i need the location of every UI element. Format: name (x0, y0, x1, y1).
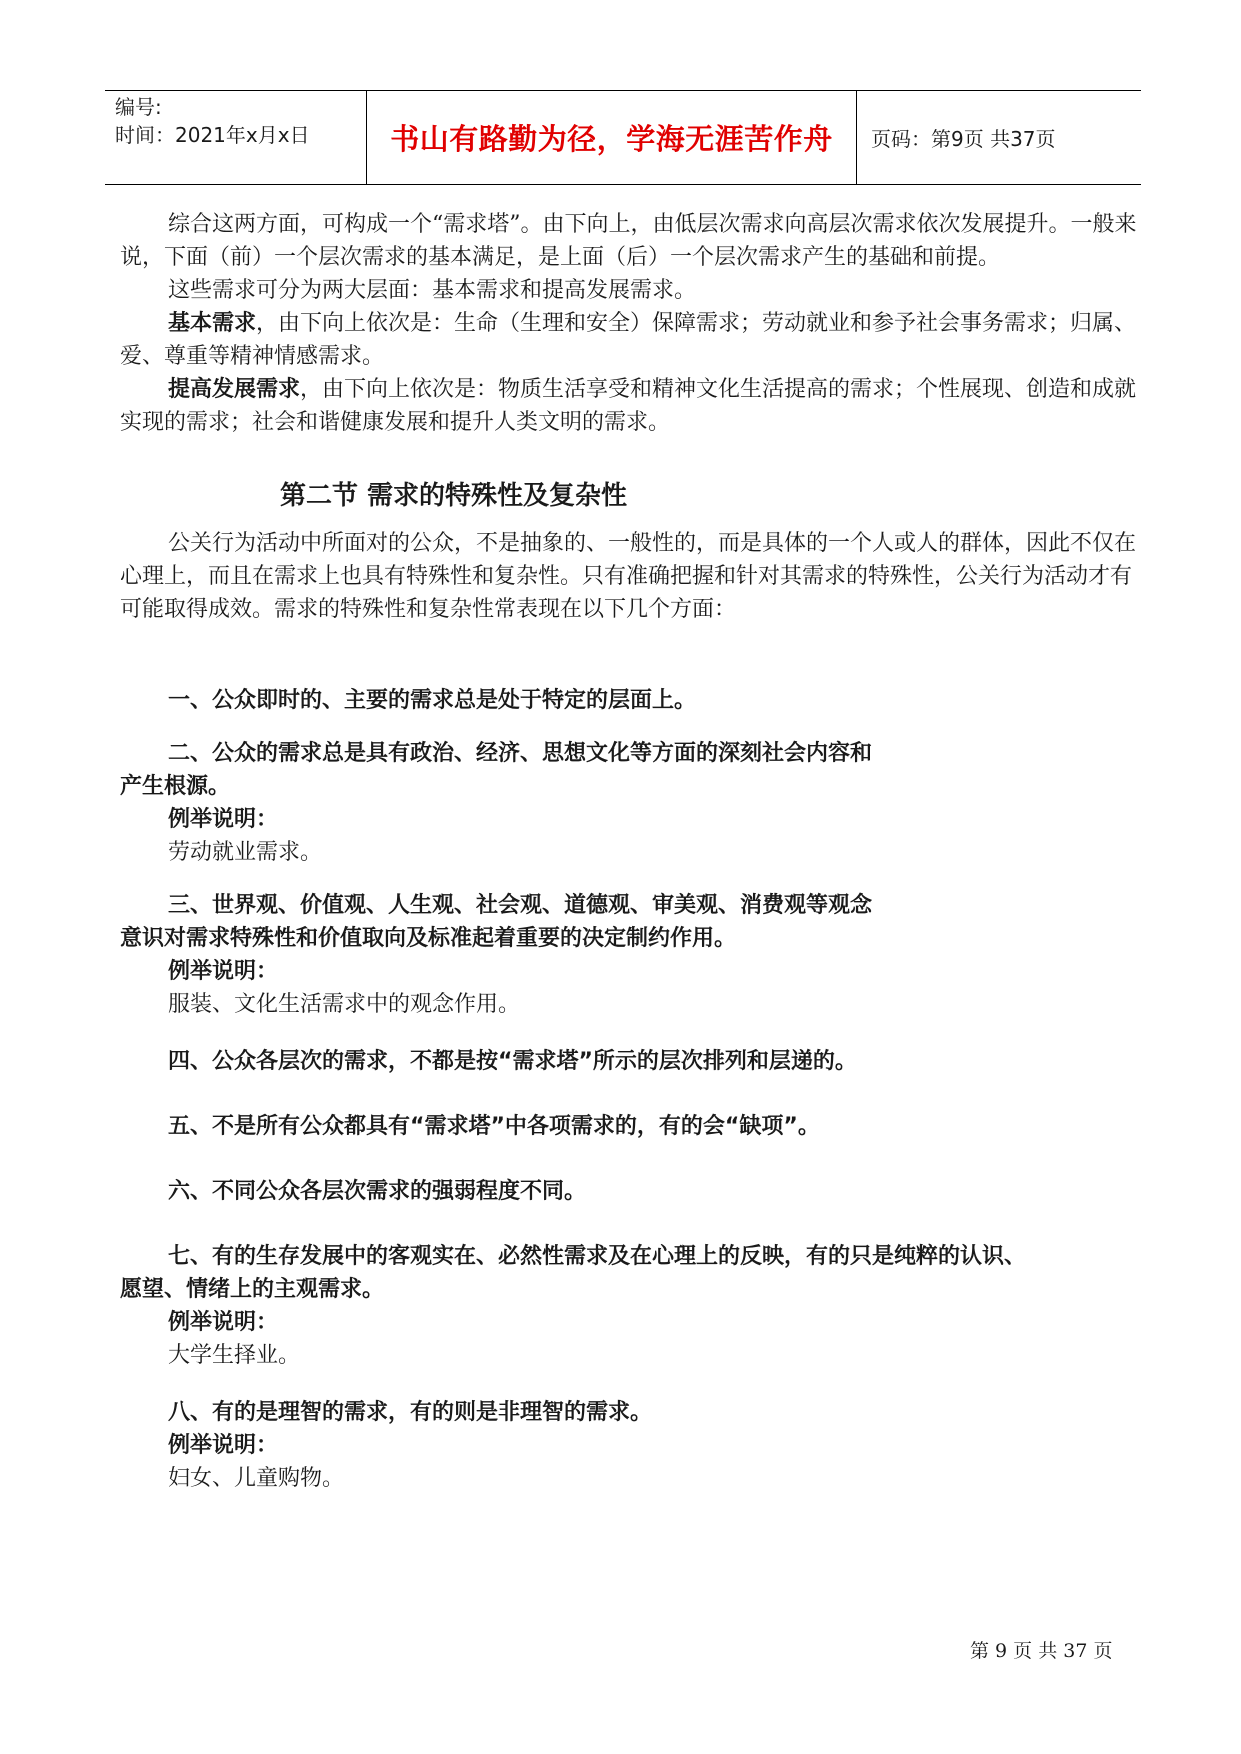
point-3-example: 服装、文化生活需求中的观念作用。 (168, 992, 521, 1017)
time-label: 时间：2021年x月x日 (115, 123, 310, 147)
header-left-cell (105, 91, 367, 184)
point-7-example: 大学生择业。 (168, 1343, 301, 1368)
point-8-example-label: 例举说明： (168, 1433, 279, 1458)
development-needs-term: 提高发展需求 (168, 377, 301, 402)
page-header (105, 90, 1141, 185)
section-intro: 公关行为活动中所面对的公众，不是抽象的、一般性的，而是具体的一个人或人的群体，因此不仅在心理上，而且在需求上也具有特殊性和复杂性。只有准确把握和针对其需求的特殊性，公关行为活动才有可能取得成效。需求的特殊性和复杂性常表现在以下几个方面： (120, 531, 1137, 622)
point-7-line-1: 七、有的生存发展中的客观实在、必然性需求及在心理上的反映，有的只是纯粹的认识、 (168, 1244, 1027, 1269)
point-7-example-label: 例举说明： (168, 1310, 279, 1335)
point-3-line-2: 意识对需求特殊性和价值取向及标准起着重要的决定制约作用。 (120, 926, 737, 951)
header-page-label: 页码：第9页 共37页 (871, 127, 1056, 151)
section-title: 第二节 需求的特殊性及复杂性 (280, 481, 628, 511)
header-motto: 书山有路勤为径，学海无涯苦作舟 (367, 91, 857, 184)
point-6: 六、不同公众各层次需求的强弱程度不同。 (168, 1179, 587, 1204)
development-needs-text: ，由下向上依次是：物质生活享受和精神文化生活提高的需求；个性展现、创造和成就实现的需求；社会和谐健康发展和提升人类文明的需求。 (120, 377, 1137, 435)
point-2-line-2: 产生根源。 (120, 774, 231, 799)
basic-needs-text: ，由下向上依次是：生命（生理和安全）保障需求；劳动就业和参予社会事务需求；归属、爱、尊重等精神情感需求。 (120, 311, 1137, 369)
document-body (120, 208, 1142, 1495)
point-5: 五、不是所有公众都具有“需求塔”中各项需求的，有的会“缺项”。 (168, 1114, 820, 1139)
intro-paragraph-2: 这些需求可分为两大层面：基本需求和提高发展需求。 (168, 278, 697, 303)
intro-paragraph-1: 综合这两方面，可构成一个“需求塔”。由下向上，由低层次需求向高层次需求依次发展提升。一般来说，下面（前）一个层次需求的基本满足，是上面（后）一个层次需求产生的基础和前提。 (120, 212, 1137, 270)
point-2-example-label: 例举说明： (168, 807, 279, 832)
point-4: 四、公众各层次的需求，不都是按“需求塔”所示的层次排列和层递的。 (168, 1049, 857, 1074)
number-label: 编号: (115, 95, 162, 119)
intro-paragraph-3 (120, 307, 1142, 373)
point-2-example: 劳动就业需求。 (168, 840, 323, 865)
point-1: 一、公众即时的、主要的需求总是处于特定的层面上。 (168, 688, 697, 713)
point-7-line-2: 愿望、情绪上的主观需求。 (120, 1277, 385, 1302)
basic-needs-term: 基本需求 (168, 311, 257, 336)
intro-paragraph-4 (120, 373, 1142, 439)
point-2-line-1: 二、公众的需求总是具有政治、经济、思想文化等方面的深刻社会内容和 (168, 741, 873, 766)
page-footer: 第 9 页 共 37 页 (970, 1640, 1113, 1662)
point-8-example: 妇女、儿童购物。 (168, 1466, 345, 1491)
point-8: 八、有的是理智的需求，有的则是非理智的需求。 (168, 1400, 653, 1425)
point-3-example-label: 例举说明： (168, 959, 279, 984)
point-3-line-1: 三、世界观、价值观、人生观、社会观、道德观、审美观、消费观等观念 (168, 893, 873, 918)
